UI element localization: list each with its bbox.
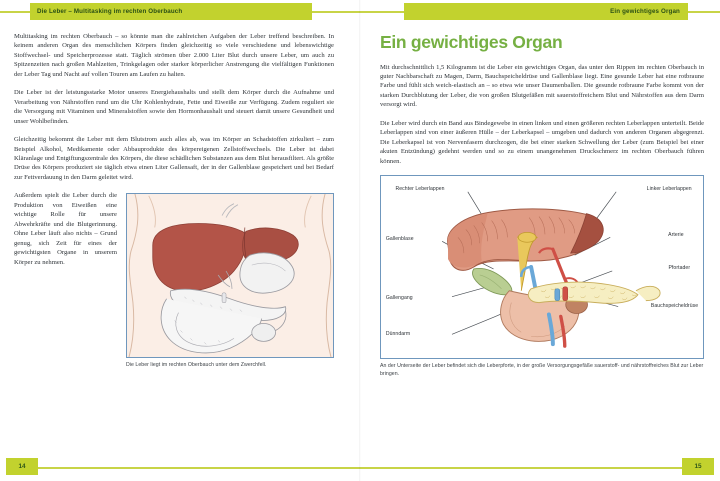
left-figure bbox=[126, 193, 334, 370]
footer-right bbox=[360, 455, 720, 481]
diagram-label-bauchspeicheldruese: Bauchspeicheldrüse bbox=[650, 303, 699, 310]
diagram-label-linker-leberlappen: Linker Leberlappen bbox=[646, 186, 692, 193]
page-title: Ein gewichtiges Organ bbox=[380, 32, 563, 52]
running-head-right bbox=[360, 0, 720, 22]
diagram-label-gallengang: Gallengang bbox=[385, 295, 413, 302]
right-page bbox=[360, 22, 720, 455]
right-paragraph-2: Die Leber wird durch ein Band aus Bindegewebe in einen linken und einen größeren rechten Leberlappen unterteilt. Beide Leberlappen sind von einer äußeren Hülle – der Leberkapsel – umgeben und dadurch von anderen Organen abgegrenzt. Die Leberkapsel ist von Nervenfasern durchzogen, die bei einer starken Schwellung der Leber (zum Beispiel bei einer akuten Entzündung) gedehnt werden und so zu einem unangenehmen Druckschmerz im rechten Oberbauch führen können. bbox=[380, 119, 704, 165]
torso-illustration-svg bbox=[127, 194, 333, 357]
left-figure-caption: Die Leber liegt im rechten Oberbauch unter dem Zwerchfell. bbox=[126, 362, 267, 369]
left-paragraph-1: Multitasking im rechten Oberbauch – so könnte man die zahlreichen Aufgaben der Leber treffend beschreiben. In keinem anderen Organ des menschlichen Körpers finden gleichzeitig so viele verschiedene und lebenswichtige Stoffwechsel- und Speicherprozesse statt. Täglich strömen über 2.000 Liter Blut durch unsere Leber, um auch zu Spitzenzeiten nach großen Mahlzeiten, Trinkgelagen oder starker körperlicher Anstrengung die vielfältigen Funktionen der Leber Tag und Nacht auf vollen Touren am Laufen zu halten. bbox=[14, 33, 334, 78]
footer-rule-left bbox=[34, 467, 360, 469]
running-head-label-left: Die Leber – Multitasking im rechten Oberbauch bbox=[30, 3, 312, 20]
diagram-label-gallenblase: Gallenblase bbox=[385, 236, 414, 243]
left-page bbox=[0, 22, 360, 455]
torso-illustration bbox=[126, 193, 334, 358]
right-paragraph-1: Mit durchschnittlich 1,5 Kilogramm ist die Leber ein gewichtiges Organ, das unter den Rippen im rechten Oberbauch in guter Nachbarschaft zu Magen, Darm, Bauchspeicheldrüse und Gallenblase liegt. Eine gesunde Leber hat eine rotbraune Farbe und fühlt sich weich-elastisch an – so etwa wie unser Daumenballen. Die gesunde rotbraune Farbe kommt von der starken Durchblutung der Leber, die von großen Blutgefäßen mit sauerstoffreichem Blut und Nährstoffen aus dem Darm versorgt wird. bbox=[380, 63, 704, 109]
diagram-label-arterie: Arterie bbox=[668, 232, 684, 239]
left-wrap-zone bbox=[14, 191, 334, 369]
left-paragraph-2: Die Leber ist der leistungsstarke Motor unseres Energiehaushalts und stellt dem Körper durch die Aufnahme und Verarbeitung von Nährstoffen rund um die Uhr Kohlenhydrate, Fette und Eiweiße zur Verfügung. Zudem reguliert sie die Versorgung mit Vitaminen und Mineralstoffen sowie den Hormonhaushalt und steuert damit unsere Gesundheit und unser Wohlbefinden. bbox=[14, 89, 334, 125]
footer-rule-right bbox=[360, 467, 686, 469]
right-figure-caption: An der Unterseite der Leber befindet sich die Leberpforte, in der große Versorgungsgefäße sauerstoff- und nährstoffreiches Blut zur Leber bringen. bbox=[380, 363, 704, 377]
vein-segment bbox=[555, 289, 560, 301]
liver-anatomy-svg bbox=[381, 176, 703, 358]
diagram-label-rechter-leberlappen: Rechter Leberlappen bbox=[395, 186, 445, 193]
diagram-label-duenndarm: Dünndarm bbox=[385, 330, 411, 337]
running-head-label-right: Ein gewichtiges Organ bbox=[404, 3, 688, 20]
liver-anatomy-diagram bbox=[380, 175, 704, 359]
page-number-left: 14 bbox=[6, 458, 38, 475]
artery-segment bbox=[563, 287, 568, 301]
diagram-label-pfortader: Pfortader bbox=[668, 265, 691, 272]
page-number-right: 15 bbox=[682, 458, 714, 475]
running-head-left bbox=[0, 0, 360, 22]
footer-left bbox=[0, 455, 360, 481]
left-paragraph-3: Gleichzeitig bekommt die Leber mit dem Blutstrom auch alles ab, was im Körper an Schadstoffen zirkuliert – zum Beispiel Alkohol, Medikamente oder Abbauprodukte des körpereigenen Zellstoffwechsels. Die Leber ist dabei Kläranlage und Entgiftungszentrale des Körpers, die diese schädlichen Substanzen aus dem Blut herausfiltert. Als größte Drüse des Körpers produziert sie täglich etwa einen Liter Gallensaft, der in der Gallenblase gespeichert und bei Bedarf zur Fettverdauung in den Darm geleitet wird. bbox=[14, 136, 334, 181]
left-narrow-paragraph: Außerdem spielt die Leber durch die Produktion von Eiweißen eine wichtige Rolle für unsere Abwehrkräfte und die Blutgerinnung. Ohne Leber läuft also nichts – Grund genug, sich Zeit für eines der gewichtigsten Organe in unserem Körper zu nehmen. bbox=[14, 192, 117, 266]
